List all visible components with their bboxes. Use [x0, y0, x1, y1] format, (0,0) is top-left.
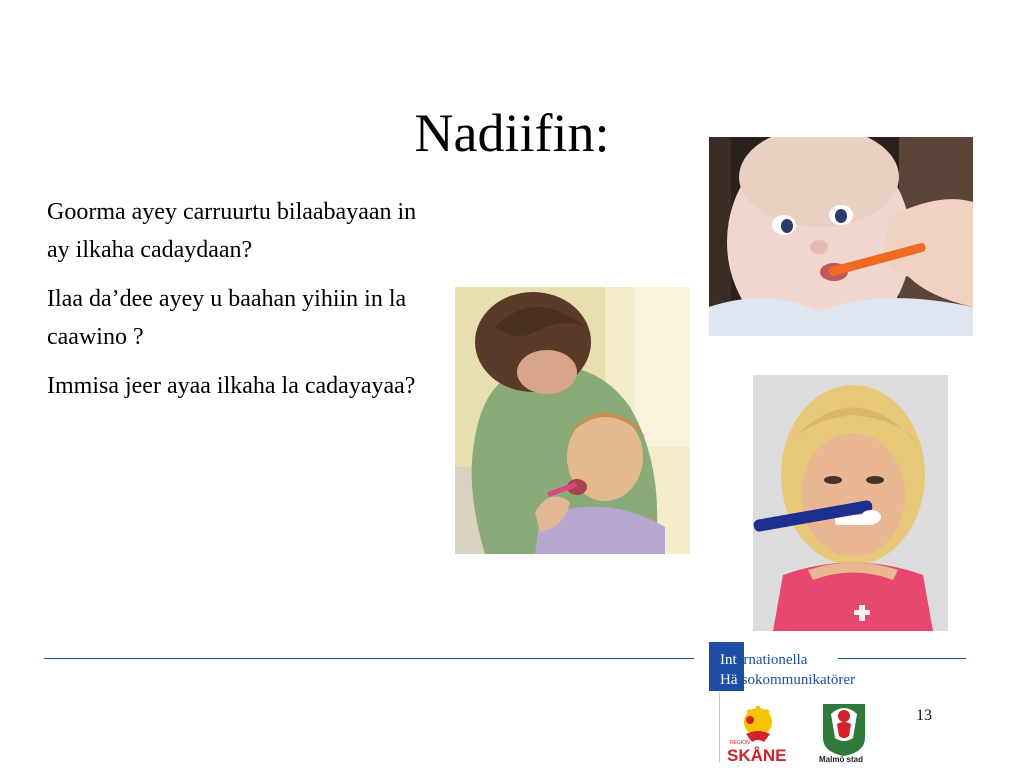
photo-girl-brushing-teeth [753, 375, 948, 631]
org-name-line1 [720, 650, 855, 670]
org-name-line2-part2: lsokommunikatörer [737, 672, 855, 688]
bullet-list [47, 193, 417, 416]
footer-divider-left [44, 658, 694, 659]
org-name-line2-part1: Hä [720, 672, 738, 688]
photo-baby-teeth-brushing [709, 137, 973, 336]
bullet-item: Goorma ayey carruurtu bilaabayaan in ay ilkaha cadaydaan? [47, 199, 417, 263]
org-name-line2 [720, 670, 855, 690]
page-number: 13 [916, 707, 932, 724]
skane-logo-region-text: REGION [730, 740, 750, 746]
org-name [720, 650, 855, 690]
slide-title: Nadiifin: [414, 103, 610, 163]
footer-vertical-divider [719, 692, 720, 762]
malmo-logo-text: Malmö stad [819, 755, 864, 764]
bullet-item: Ilaa da’dee ayey u baahan yihiin in la caawino ? [47, 286, 407, 350]
malmo-stad-logo [817, 698, 871, 764]
skane-logo-text: SKÅNE [727, 746, 787, 764]
org-name-line1-part2: ernationella [736, 652, 808, 668]
bullet-item: Immisa jeer ayaa ilkaha la cadayayaa? [47, 373, 416, 399]
footer-divider-right [838, 658, 966, 659]
region-skane-logo [724, 698, 792, 764]
org-name-line1-part1: Int [720, 652, 737, 668]
photo-mother-helping-child-brush [455, 287, 690, 554]
